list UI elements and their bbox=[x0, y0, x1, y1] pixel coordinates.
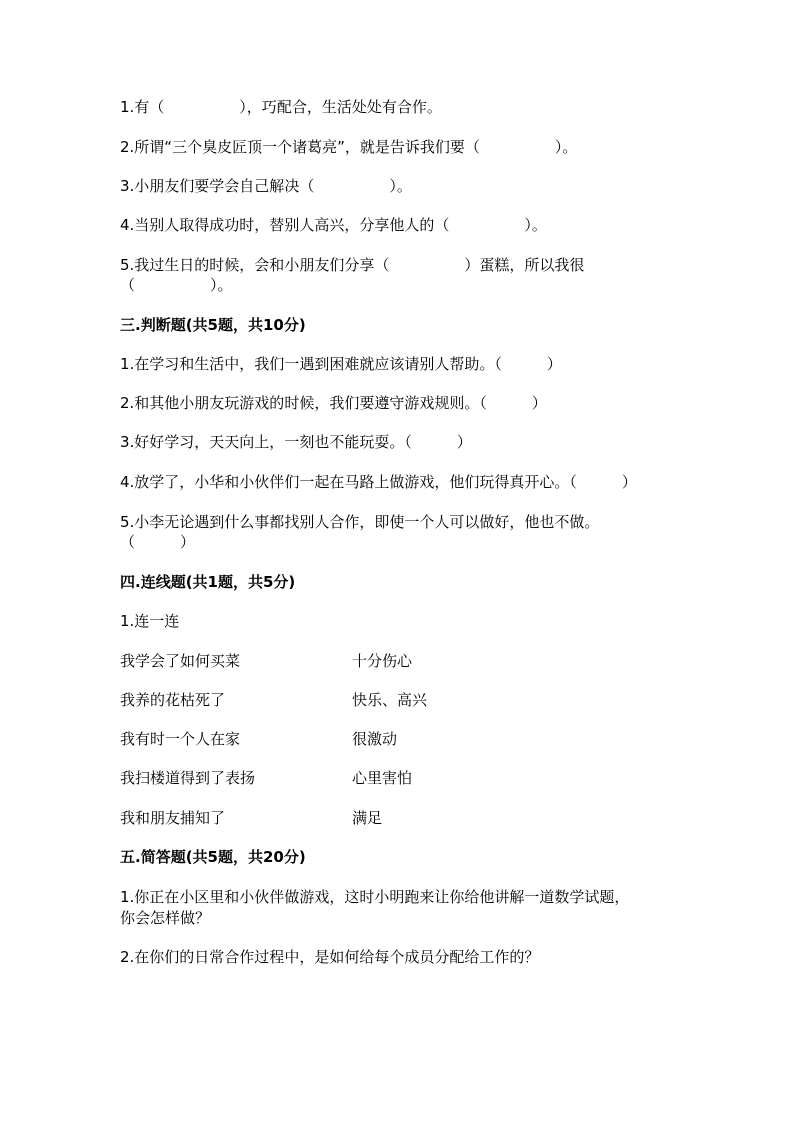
fill-blank-question-4: 4.当别人取得成功时，替别人高兴，分享他人的（ ）。 bbox=[120, 216, 547, 234]
matching-right-item: 很激动 bbox=[352, 730, 398, 748]
section-heading-short-answer: 五.简答题(共5题，共20分) bbox=[120, 848, 306, 866]
judgement-question-2: 2.和其他小朋友玩游戏的时候，我们要遵守游戏规则。（ ） bbox=[120, 394, 547, 412]
section-heading-judgement: 三.判断题(共5题，共10分) bbox=[120, 316, 306, 334]
judgement-question-4: 4.放学了，小华和小伙伴们一起在马路上做游戏，他们玩得真开心。（ ） bbox=[120, 473, 637, 491]
section-heading-matching: 四.连线题(共1题，共5分) bbox=[120, 573, 296, 591]
fill-blank-question-1: 1.有（ ），巧配合，生活处处有合作。 bbox=[120, 98, 442, 116]
matching-left-item: 我养的花枯死了 bbox=[120, 691, 226, 709]
matching-left-item: 我和朋友捕知了 bbox=[120, 809, 226, 827]
fill-blank-question-5-continued: （ ）。 bbox=[120, 276, 233, 294]
matching-right-item: 满足 bbox=[352, 809, 383, 827]
matching-right-item: 十分伤心 bbox=[352, 652, 413, 670]
matching-left-item: 我有时一个人在家 bbox=[120, 730, 241, 748]
fill-blank-question-5: 5.我过生日的时候，会和小朋友们分享（ ）蛋糕，所以我很 bbox=[120, 256, 585, 274]
judgement-question-3: 3.好好学习，天天向上，一刻也不能玩耍。（ ） bbox=[120, 433, 472, 451]
judgement-question-5: 5.小李无论遇到什么事都找别人合作，即使一个人可以做好，他也不做。 bbox=[120, 513, 600, 531]
judgement-question-1: 1.在学习和生活中，我们一遇到困难就应该请别人帮助。（ ） bbox=[120, 355, 562, 373]
short-answer-question-1-continued: 你会怎样做？ bbox=[120, 909, 211, 927]
fill-blank-question-3: 3.小朋友们要学会自己解决（ ）。 bbox=[120, 177, 412, 195]
matching-right-item: 心里害怕 bbox=[352, 769, 413, 787]
matching-left-item: 我学会了如何买菜 bbox=[120, 652, 241, 670]
short-answer-question-1: 1.你正在小区里和小伙伴做游戏，这时小明跑来让你给他讲解一道数学试题， bbox=[120, 888, 630, 906]
judgement-question-5-continued: （ ） bbox=[120, 533, 196, 551]
matching-right-item: 快乐、高兴 bbox=[352, 691, 428, 709]
fill-blank-question-2: 2.所谓“三个臭皮匠顶一个诸葛亮”，就是告诉我们要（ ）。 bbox=[120, 138, 578, 156]
matching-prompt: 1.连一连 bbox=[120, 612, 180, 630]
matching-left-item: 我扫楼道得到了表扬 bbox=[120, 769, 256, 787]
short-answer-question-2: 2.在你们的日常合作过程中，是如何给每个成员分配给工作的？ bbox=[120, 948, 540, 966]
